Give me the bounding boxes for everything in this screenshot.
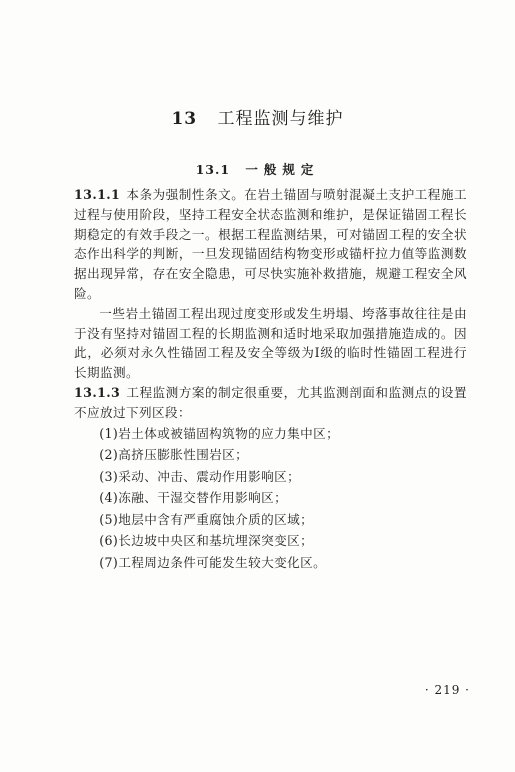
list-item: (1)岩土体或被锚固构筑物的应力集中区； xyxy=(99,425,340,441)
clause-text: 本条为强制性条文。在岩土锚固与喷射混凝土支护工程施工过程与使用阶段，坚持工程安全状态监测和维护，是保证锚固工程长期稳定的有效手段之一。根据工程监测结果，可对锚固工程的安全状态作出科学的判断，一旦发现锚固结构物变形或锚杆拉力值等监测数据出现异常，存在安全隐患，可尽快实施补救措施，规避工程安全风险。 xyxy=(74,187,467,301)
list-item: (3)采动、冲击、震动作用影响区； xyxy=(99,468,301,484)
section-heading xyxy=(0,160,515,178)
clause-13-1-3 xyxy=(74,383,467,423)
clause-text: 工程监测方案的制定很重要，尤其监测剖面和监测点的设置不应放过下列区段： xyxy=(74,384,467,420)
continuation-paragraph: 一些岩土锚固工程出现过度变形或发生坍塌、垮落事故往往是由于没有坚持对锚固工程的长期监测和适时地采取加强措施造成的。因此，必须对永久性锚固工程及安全等级为Ⅰ级的临时性锚固工程进行长期监测。 xyxy=(74,305,467,381)
chapter-title: 工程监测与维护 xyxy=(217,109,344,129)
page-number: · 219 · xyxy=(424,683,470,697)
section-number: 13.1 xyxy=(195,162,231,177)
section-title: 一般规定 xyxy=(245,162,320,177)
body-text xyxy=(74,185,467,573)
chapter-heading xyxy=(0,104,515,129)
list-item: (5)地层中含有严重腐蚀介质的区域； xyxy=(99,511,314,527)
list-item: (6)长边坡中央区和基坑埋深突变区； xyxy=(99,533,314,549)
list-item: (7)工程周边条件可能发生较大变化区。 xyxy=(99,554,327,570)
monitoring-area-list xyxy=(74,423,467,574)
chapter-number: 13 xyxy=(171,109,198,129)
list-item: (2)高挤压膨胀性围岩区； xyxy=(99,447,249,463)
clause-number: 13.1.3 xyxy=(74,384,121,400)
clause-number: 13.1.1 xyxy=(74,187,121,202)
clause-13-1-1 xyxy=(74,185,467,304)
list-item: (4)冻融、干湿交替作用影响区； xyxy=(99,490,288,506)
